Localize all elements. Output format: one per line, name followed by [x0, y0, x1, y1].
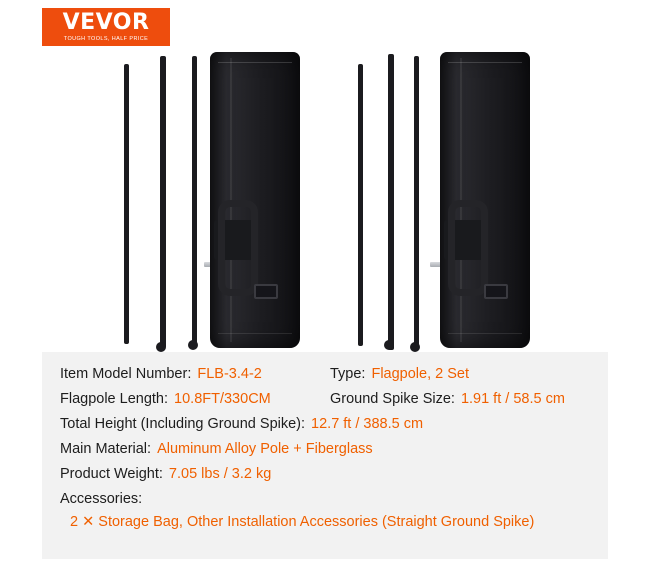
spec-item-flagpole-length: [60, 391, 330, 407]
spec-label: Main Material:: [60, 441, 152, 457]
flagpole-set-left: [110, 40, 320, 350]
brand-name: VEVOR: [62, 9, 150, 35]
spec-item-type: [330, 366, 469, 382]
spec-row: [60, 366, 590, 382]
spec-item-product-weight: [60, 466, 590, 482]
specification-panel: [42, 352, 608, 559]
product-image: [0, 40, 650, 350]
pole-tip-icon: [188, 340, 198, 350]
spec-label-accessories: Accessories:: [60, 491, 143, 507]
spec-label: Flagpole Length:: [60, 391, 169, 407]
spec-value: 7.05 lbs / 3.2 kg: [168, 466, 272, 482]
pole-section-icon: [388, 54, 394, 350]
spec-value: Aluminum Alloy Pole + Fiberglass: [157, 441, 373, 457]
bag-buckle-icon: [484, 284, 508, 299]
brand-tagline: TOUGH TOOLS, HALF PRICE: [63, 35, 149, 42]
spec-item-ground-spike-size: [330, 391, 565, 407]
spec-row: [60, 391, 590, 407]
pole-tip-icon: [410, 342, 420, 352]
spec-value: 12.7 ft / 388.5 cm: [311, 416, 424, 432]
spec-item-total-height: [60, 416, 590, 432]
spec-value: 10.8FT/330CM: [174, 391, 271, 407]
spec-label: Total Height (Including Ground Spike):: [60, 416, 306, 432]
bag-handle-icon: [218, 200, 258, 296]
spec-value: 1.91 ft / 58.5 cm: [460, 391, 565, 407]
spec-item-model-number: [60, 366, 330, 382]
bag-handle-icon: [448, 200, 488, 296]
spec-value: Flagpole, 2 Set: [371, 366, 470, 382]
spec-label: Item Model Number:: [60, 366, 192, 382]
storage-bag: [440, 52, 530, 348]
pole-section-icon: [358, 64, 363, 346]
pole-tip-icon: [384, 340, 394, 350]
pole-section-icon: [192, 56, 197, 348]
pole-tip-icon: [156, 342, 166, 352]
spec-value: FLB-3.4-2: [197, 366, 262, 382]
spec-label: Ground Spike Size:: [330, 391, 455, 407]
spec-label: Product Weight:: [60, 466, 163, 482]
flagpole-set-right: [352, 40, 562, 350]
pole-section-icon: [160, 56, 166, 348]
spec-item-main-material: [60, 441, 590, 457]
bag-buckle-icon: [254, 284, 278, 299]
pole-section-icon: [124, 64, 129, 344]
spec-label: Type:: [330, 366, 366, 382]
storage-bag: [210, 52, 300, 348]
spec-value-accessories: 2 ✕ Storage Bag, Other Installation Accessories (Straight Ground Spike): [70, 514, 535, 530]
pole-section-icon: [414, 56, 419, 346]
